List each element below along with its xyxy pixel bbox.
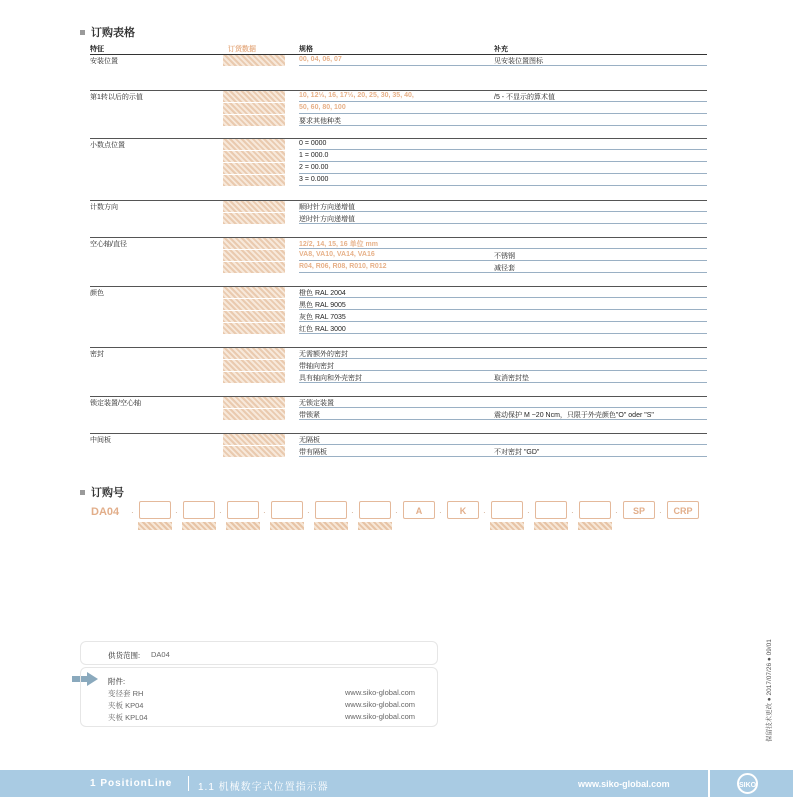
feature-label: 锁定装置/空心轴	[90, 400, 141, 407]
table-group	[90, 433, 707, 465]
separator-dot: ·	[571, 508, 574, 517]
spec-cell: 2 = 00.00	[299, 164, 329, 171]
footer-divider-right	[708, 770, 710, 797]
table-row	[90, 433, 707, 445]
spec-cell: 带有隔板	[299, 449, 327, 456]
spec-cell: 3 = 0.000	[299, 176, 329, 183]
accessory-name: 变径套 RH	[108, 689, 144, 698]
separator-dot: ·	[483, 508, 486, 517]
order-code-box: K	[447, 501, 479, 519]
table-row	[90, 347, 707, 359]
order-code-cell	[223, 250, 285, 261]
feature-label: 小数点位置	[90, 142, 125, 149]
table-row	[90, 445, 707, 457]
spec-cell: 12/2, 14, 15, 16 单位 mm	[299, 241, 378, 248]
table-row	[90, 102, 707, 114]
feature-label: 中间板	[90, 437, 111, 444]
spec-cell: 00, 04, 06, 07	[299, 56, 342, 63]
spec-cell: 顺时针方向递增值	[299, 204, 355, 211]
order-code-cell	[223, 103, 285, 114]
order-code-cell	[223, 139, 285, 150]
order-code-cell	[223, 201, 285, 212]
table-row	[90, 371, 707, 383]
order-code-label	[358, 522, 392, 530]
separator-dot: ·	[351, 508, 354, 517]
table-row	[90, 54, 707, 66]
order-code-cell	[223, 213, 285, 224]
spec-cell: R04, R06, R08, R010, R012	[299, 263, 387, 270]
footer-product-line: 1 PositionLine	[90, 778, 173, 789]
separator-dot: ·	[659, 508, 662, 517]
table-row	[90, 174, 707, 186]
feature-label: 计数方向	[90, 204, 118, 211]
order-code-box	[315, 501, 347, 519]
spec-cell: 1 = 000.0	[299, 152, 329, 159]
col-note: 补充	[494, 46, 508, 53]
table-row	[90, 200, 707, 212]
col-feature: 特征	[90, 46, 104, 53]
siko-logo: SIKO	[737, 773, 758, 794]
table-group	[90, 200, 707, 232]
separator-dot: ·	[395, 508, 398, 517]
spec-cell: 无锁定装置	[299, 400, 334, 407]
order-code-cell	[223, 446, 285, 457]
table-row	[90, 138, 707, 150]
col-code: 订货数据	[228, 46, 256, 53]
note-cell: /5 - 不显示的算术值	[494, 94, 556, 101]
order-code-box	[227, 501, 259, 519]
table-row	[90, 322, 707, 334]
spec-cell: 无需额外的密封	[299, 351, 348, 358]
table-group	[90, 286, 707, 342]
note-cell: 不对密封 "GD"	[494, 449, 540, 456]
table-group	[90, 138, 707, 194]
spec-cell: 50, 60, 80, 100	[299, 104, 346, 111]
separator-dot: ·	[263, 508, 266, 517]
separator-dot: ·	[615, 508, 618, 517]
separator-dot: ·	[175, 508, 178, 517]
table-row	[90, 286, 707, 298]
order-prefix: DA04	[91, 506, 120, 518]
feature-label: 颜色	[90, 290, 104, 297]
order-code-box	[271, 501, 303, 519]
row-line	[299, 125, 707, 126]
row-line	[299, 456, 707, 457]
order-code-cell	[223, 262, 285, 273]
accessory-name: 夹板 KP04	[108, 701, 144, 710]
row-line	[299, 185, 707, 186]
delivery-scope-box	[80, 641, 438, 665]
table-row	[90, 396, 707, 408]
row-line	[299, 223, 707, 224]
spec-cell: 红色 RAL 3000	[299, 326, 346, 333]
accessories-box	[80, 667, 438, 727]
accessory-link[interactable]: www.siko-global.com	[345, 712, 416, 721]
order-code-cell	[223, 299, 285, 310]
spec-cell: 0 = 0000	[299, 140, 327, 147]
order-code-box	[139, 501, 171, 519]
order-code-label	[534, 522, 568, 530]
feature-label: 第1转以后的示值	[90, 94, 143, 101]
table-row	[90, 261, 707, 273]
order-code-cell	[223, 151, 285, 162]
table-row	[90, 150, 707, 162]
accessory-link[interactable]: www.siko-global.com	[345, 700, 416, 709]
order-code-label	[270, 522, 304, 530]
order-code-cell	[223, 409, 285, 420]
accessories-title: 附件:	[108, 677, 126, 686]
note-cell: 见安装位置图标	[494, 58, 543, 65]
separator-dot: ·	[439, 508, 442, 517]
table-row	[90, 237, 707, 249]
table-row	[90, 162, 707, 174]
table-group	[90, 90, 707, 134]
table-row	[90, 310, 707, 322]
order-code-box: CRP	[667, 501, 699, 519]
order-code-cell	[223, 348, 285, 359]
order-code-cell	[223, 91, 285, 102]
order-code-label	[182, 522, 216, 530]
order-code-label	[138, 522, 172, 530]
spec-cell: 黑色 RAL 9005	[299, 302, 346, 309]
order-code-cell	[223, 434, 285, 445]
spec-cell: 具有轴向和外壳密封	[299, 375, 362, 382]
order-code-box	[491, 501, 523, 519]
order-code-cell	[223, 311, 285, 322]
order-code-cell	[223, 238, 285, 249]
spec-cell: 无隔板	[299, 437, 320, 444]
accessory-link[interactable]: www.siko-global.com	[345, 688, 416, 697]
row-line	[299, 419, 707, 420]
separator-dot: ·	[307, 508, 310, 517]
order-code-label	[314, 522, 348, 530]
separator-dot: ·	[219, 508, 222, 517]
feature-label: 空心轴/直径	[90, 241, 127, 248]
order-code-cell	[223, 175, 285, 186]
table-row	[90, 212, 707, 224]
spec-cell: VA8, VA10, VA14, VA16	[299, 251, 375, 258]
order-code-box	[535, 501, 567, 519]
row-line	[299, 65, 707, 66]
note-cell: 减径套	[494, 265, 515, 272]
row-line	[299, 382, 707, 383]
table-group	[90, 54, 707, 74]
order-code-box	[579, 501, 611, 519]
order-code-cell	[223, 115, 285, 126]
spec-cell: 10, 12⅓, 16, 17⅓, 20, 25, 30, 35, 40,	[299, 92, 414, 99]
delivery-scope-value: DA04	[151, 650, 170, 659]
order-code-box	[359, 501, 391, 519]
accessory-name: 夹板 KPL04	[108, 713, 148, 722]
order-code-cell	[223, 397, 285, 408]
order-code-cell	[223, 323, 285, 334]
note-cell: 不锈钢	[494, 253, 515, 260]
separator-dot: ·	[527, 508, 530, 517]
table-row	[90, 408, 707, 420]
table-row	[90, 114, 707, 126]
table-row	[90, 90, 707, 102]
order-code-cell	[223, 55, 285, 66]
table-row	[90, 298, 707, 310]
spec-cell: 带锁紧	[299, 412, 320, 419]
feature-label: 安装位置	[90, 58, 118, 65]
bullet-square-icon	[80, 490, 85, 495]
order-code-cell	[223, 360, 285, 371]
table-row	[90, 249, 707, 261]
order-code-box: SP	[623, 501, 655, 519]
order-code-box: A	[403, 501, 435, 519]
spec-cell: 带轴向密封	[299, 363, 334, 370]
footer-url[interactable]: www.siko-global.com	[578, 779, 670, 789]
table-group	[90, 347, 707, 391]
order-code-cell	[223, 163, 285, 174]
revision-note: 保留技术更改 ● 2017/07/26 ● 09/01	[766, 639, 773, 742]
row-line	[299, 333, 707, 334]
order-number-title: 订购号	[80, 484, 124, 500]
spec-cell: 灰色 RAL 7035	[299, 314, 346, 321]
row-line	[299, 272, 707, 273]
order-code-label	[490, 522, 524, 530]
table-header	[90, 44, 707, 54]
table-row	[90, 359, 707, 371]
spec-cell: 逆时针方向递增值	[299, 216, 355, 223]
delivery-scope-label: 供货范围:	[108, 651, 141, 660]
order-table-title: 订购表格	[80, 24, 135, 40]
footer-bar	[0, 770, 793, 797]
bullet-square-icon	[80, 30, 85, 35]
order-code-cell	[223, 287, 285, 298]
table-group	[90, 396, 707, 428]
table-group	[90, 237, 707, 281]
footer-divider	[188, 776, 189, 791]
order-code-label	[578, 522, 612, 530]
footer-subtitle: 1.1 机械数字式位置指示器	[198, 782, 329, 793]
col-spec: 规格	[299, 46, 313, 53]
separator-dot: ·	[131, 508, 134, 517]
order-code-box	[183, 501, 215, 519]
order-code-label	[226, 522, 260, 530]
spec-cell: 橙色 RAL 2004	[299, 290, 346, 297]
note-cell: 取消密封垫	[494, 375, 529, 382]
feature-label: 密封	[90, 351, 104, 358]
order-number-row	[91, 501, 711, 521]
spec-cell: 要求其他种类	[299, 118, 341, 125]
order-code-cell	[223, 372, 285, 383]
note-cell: 震动保护 M ~20 Ncm，只限于外壳颜色"O" oder "S"	[494, 412, 654, 419]
